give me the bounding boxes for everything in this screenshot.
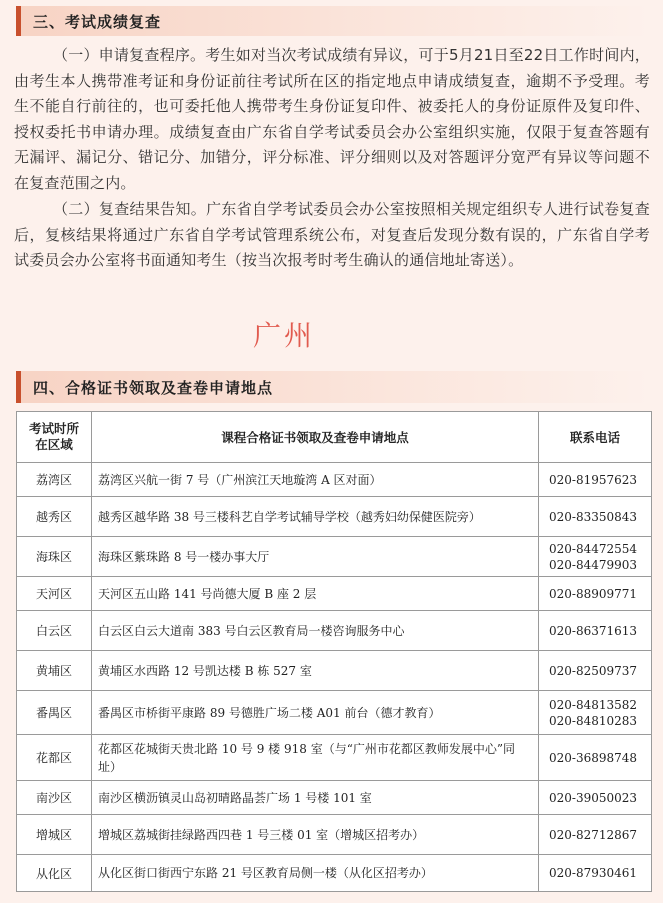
table-row bbox=[17, 781, 652, 815]
cell-address: 番禺区市桥街平康路 89 号德胜广场二楼 A01 前台（德才教育） bbox=[92, 691, 539, 735]
cell-address: 南沙区横沥镇灵山岛初晴路晶荟广场 1 号楼 101 室 bbox=[92, 781, 539, 815]
cell-district: 荔湾区 bbox=[17, 463, 92, 497]
cell-address: 从化区街口街西宁东路 21 号区教育局侧一楼（从化区招考办） bbox=[92, 855, 539, 892]
address-table bbox=[16, 411, 652, 892]
section-4-title: 四、合格证书领取及查卷申请地点 bbox=[33, 378, 274, 397]
cell-phone: 020-86371613 bbox=[539, 611, 652, 651]
cell-district: 从化区 bbox=[17, 855, 92, 892]
section-3-body bbox=[14, 43, 650, 274]
cell-phone: 020-83350843 bbox=[539, 497, 652, 537]
cell-district: 越秀区 bbox=[17, 497, 92, 537]
header-phone: 联系电话 bbox=[539, 412, 652, 463]
cell-district: 天河区 bbox=[17, 577, 92, 611]
table-row bbox=[17, 577, 652, 611]
table-header-row bbox=[17, 412, 652, 463]
cell-district: 黄埔区 bbox=[17, 651, 92, 691]
cell-phone: 020-88909771 bbox=[539, 577, 652, 611]
cell-address: 白云区白云大道南 383 号白云区教育局一楼咨询服务中心 bbox=[92, 611, 539, 651]
section-accent-bar bbox=[16, 371, 21, 403]
table-row bbox=[17, 855, 652, 892]
cell-district: 白云区 bbox=[17, 611, 92, 651]
cell-district: 增城区 bbox=[17, 815, 92, 855]
cell-district: 花都区 bbox=[17, 735, 92, 781]
cell-address: 花都区花城街天贵北路 10 号 9 楼 918 室（与“广州市花都区教师发展中心”同址） bbox=[92, 735, 539, 781]
section-3-header bbox=[16, 6, 652, 36]
cell-address: 增城区荔城街挂绿路西四巷 1 号三楼 01 室（增城区招考办） bbox=[92, 815, 539, 855]
table-row bbox=[17, 497, 652, 537]
cell-address: 越秀区越华路 38 号三楼科艺自学考试辅导学校（越秀妇幼保健医院旁） bbox=[92, 497, 539, 537]
table-row bbox=[17, 611, 652, 651]
cell-phone: 020-81957623 bbox=[539, 463, 652, 497]
cell-address: 荔湾区兴航一街 7 号（广州滨江天地璇湾 A 区对面） bbox=[92, 463, 539, 497]
table-row bbox=[17, 537, 652, 577]
cell-address: 海珠区紫珠路 8 号一楼办事大厅 bbox=[92, 537, 539, 577]
cell-district: 海珠区 bbox=[17, 537, 92, 577]
paragraph-review-procedure: （一）申请复查程序。考生如对当次考试成绩有异议，可于5月21日至22日工作时间内，由考生本人携带准考证和身份证前往考试所在区的指定地点申请成绩复查，逾期不予受理。考生不能自行前往的，也可委托他人携带考生身份证复印件、被委托人的身份证原件及复印件、授权委托书申请办理。成绩复查由广东省自学考试委员会办公室组织实施，仅限于复查答题有无漏评、漏记分、错记分、加错分，评分标准、评分细则以及对答题评分宽严有异议等问题不在复查范围之内。 bbox=[14, 46, 650, 192]
cell-phone: 020-84472554 020-84479903 bbox=[539, 537, 652, 577]
city-watermark: 广州 bbox=[253, 319, 316, 352]
cell-address: 天河区五山路 141 号尚德大厦 B 座 2 层 bbox=[92, 577, 539, 611]
table-row bbox=[17, 651, 652, 691]
cell-phone: 020-82712867 bbox=[539, 815, 652, 855]
header-address: 课程合格证书领取及查卷申请地点 bbox=[92, 412, 539, 463]
cell-phone: 020-82509737 bbox=[539, 651, 652, 691]
address-table-body bbox=[17, 463, 652, 892]
cell-district: 番禺区 bbox=[17, 691, 92, 735]
section-4-header bbox=[16, 371, 652, 403]
header-district: 考试时所在区域 bbox=[17, 412, 92, 463]
cell-district: 南沙区 bbox=[17, 781, 92, 815]
cell-phone: 020-39050023 bbox=[539, 781, 652, 815]
table-row bbox=[17, 735, 652, 781]
section-3-title: 三、考试成绩复查 bbox=[33, 12, 162, 31]
cell-phone: 020-36898748 bbox=[539, 735, 652, 781]
table-row bbox=[17, 815, 652, 855]
section-accent-bar bbox=[16, 6, 21, 36]
cell-phone: 020-84813582 020-84810283 bbox=[539, 691, 652, 735]
paragraph-review-result: （二）复查结果告知。广东省自学考试委员会办公室按照相关规定组织专人进行试卷复查后，复核结果将通过广东省自学考试管理系统公布，对复查后发现分数有误的，广东省自学考试委员会办公室将书面通知考生（按当次报考时考生确认的通信地址寄送）。 bbox=[14, 200, 650, 269]
table-row bbox=[17, 691, 652, 735]
cell-phone: 020-87930461 bbox=[539, 855, 652, 892]
table-row bbox=[17, 463, 652, 497]
cell-address: 黄埔区水西路 12 号凯达楼 B 栋 527 室 bbox=[92, 651, 539, 691]
